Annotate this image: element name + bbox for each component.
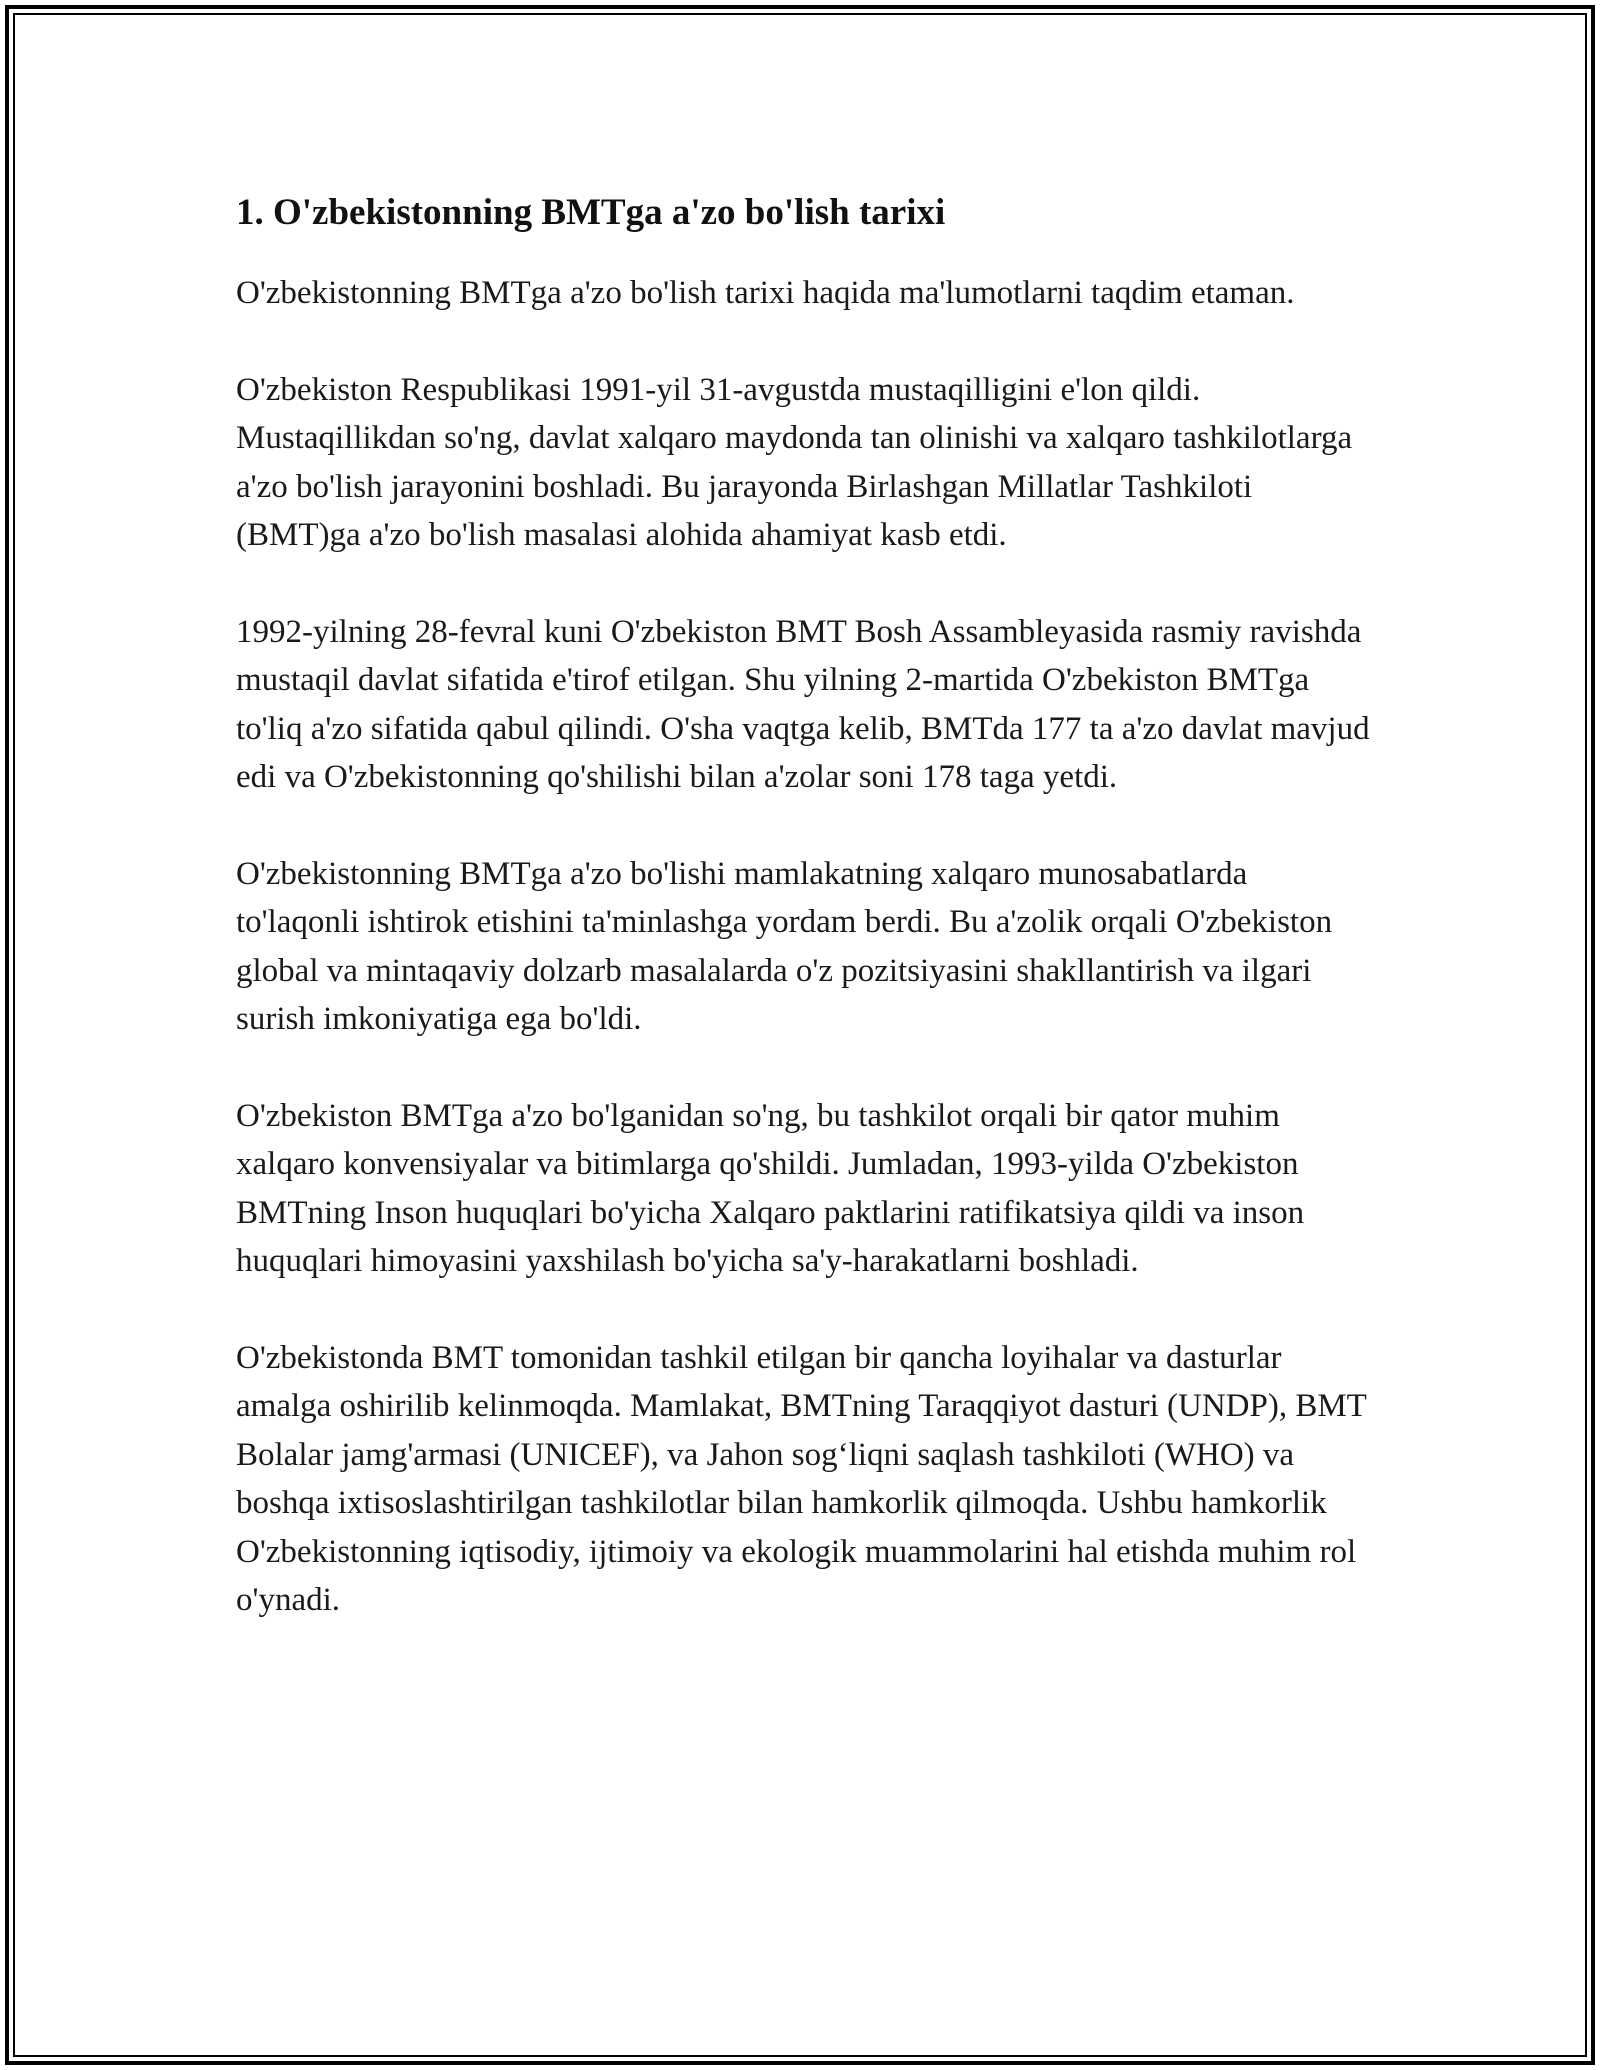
document-body <box>236 185 1376 1673</box>
paragraph-intro: O'zbekistonning BMTga a'zo bo'lish tarixi haqida ma'lumotlarni taqdim etaman. <box>236 275 1295 311</box>
paragraph-projects: O'zbekistonda BMT tomonidan tashkil etilgan bir qancha loyihalar va dasturlar amalga oshirilib kelinmoqda. Mamlakat, BMTning Taraqqiyot dasturi (UNDP), BMT Bolalar jamg'armasi (UNICEF), va Jahon sog‘liqni saqlash tashkiloti (WHO) va boshqa ixtisoslashtirilgan tashkilotlar bilan hamkorlik qilmoqda. Ushbu hamkorlik O'zbekistonning iqtisodiy, ijtimoiy va ekologik muammolarini hal etishda muhim rol o'ynadi. <box>236 1339 1367 1618</box>
paragraph-conventions: O'zbekiston BMTga a'zo bo'lganidan so'ng, bu tashkilot orqali bir qator muhim xalqaro konvensiyalar va bitimlarga qo'shildi. Jumladan, 1993-yilda O'zbekiston BMTning Inson huquqlari bo'yicha Xalqaro paktlarini ratifikatsiya qildi va inson huquqlari himoyasini yaxshilash bo'yicha sa'y-harakatlarni boshladi. <box>236 1097 1305 1279</box>
paragraph-significance: O'zbekistonning BMTga a'zo bo'lishi mamlakatning xalqaro munosabatlarda to'laqonli ishtirok etishini ta'minlashga yordam berdi. Bu a'zolik orqali O'zbekiston global va mintaqaviy dolzarb masalalarda o'z pozitsiyasini shakllantirish va ilgari surish imkoniyatiga ega bo'ldi. <box>236 855 1333 1037</box>
paragraph-admission: 1992-yilning 28-fevral kuni O'zbekiston BMT Bosh Assambleyasida rasmiy ravishda mustaqil davlat sifatida e'tirof etilgan. Shu yilning 2-martida O'zbekiston BMTga to'liq a'zo sifatida qabul qilindi. O'sha vaqtga kelib, BMTda 177 ta a'zo davlat mavjud edi va O'zbekistonning qo'shilishi bilan a'zolar soni 178 taga yetdi. <box>236 613 1370 795</box>
section-heading: 1. O'zbekistonning BMTga a'zo bo'lish tarixi <box>236 192 946 233</box>
paragraph-independence: O'zbekiston Respublikasi 1991-yil 31-avgustda mustaqilligini e'lon qildi. Mustaqillikdan so'ng, davlat xalqaro maydonda tan olinishi va xalqaro tashkilotlarga a'zo bo'lish jarayonini boshladi. Bu jarayonda Birlashgan Millatlar Tashkiloti (BMT)ga a'zo bo'lish masalasi alohida ahamiyat kasb etdi. <box>236 371 1353 553</box>
